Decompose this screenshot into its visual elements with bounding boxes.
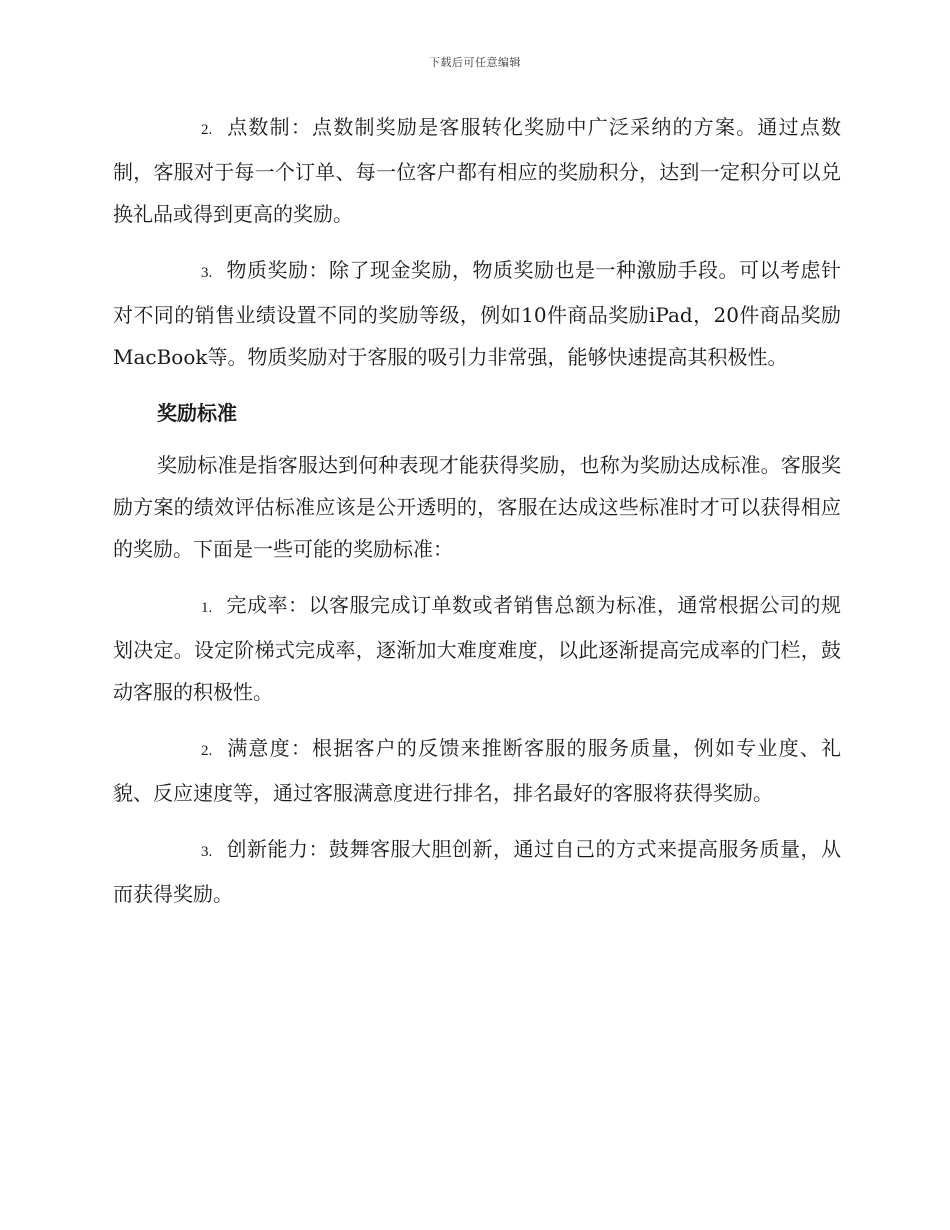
list-number: 3. <box>201 844 213 860</box>
list-number: 2. <box>201 743 213 759</box>
list-item <box>113 106 841 235</box>
list-text: 满意度：根据客户的反馈来推断客服的服务质量，例如专业度、礼貌、反应速度等，通过客服满意度进行排名，排名最好的客服将获得奖励。 <box>113 736 841 805</box>
list-text: 完成率：以客服完成订单数或者销售总额为标准，通常根据公司的规划决定。设定阶梯式完成率，逐渐加大难度难度，以此逐渐提高完成率的门栏，鼓动客服的积极性。 <box>113 593 841 704</box>
list-item <box>113 249 841 378</box>
list-text: 点数制：点数制奖励是客服转化奖励中广泛采纳的方案。通过点数制，客服对于每一个订单、每一位客户都有相应的奖励积分，达到一定积分可以兑换礼品或得到更高的奖励。 <box>113 115 841 226</box>
list-number: 3. <box>201 265 213 281</box>
list-item <box>113 727 841 814</box>
document-body <box>113 106 841 929</box>
section-intro: 奖励标准是指客服达到何种表现才能获得奖励，也称为奖励达成标准。客服奖励方案的绩效评估标准应该是公开透明的，客服在达成这些标准时才可以获得相应的奖励。下面是一些可能的奖励标准： <box>113 453 841 561</box>
list-number: 2. <box>201 122 213 138</box>
list-text: 物质奖励：除了现金奖励，物质奖励也是一种激励手段。可以考虑针对不同的销售业绩设置不同的奖励等级，例如10件商品奖励iPad，20件商品奖励MacBook等。物质奖励对于客服的吸引力非常强，能够快速提高其积极性。 <box>113 258 841 369</box>
list-item <box>113 584 841 713</box>
section-heading: 奖励标准 <box>157 401 237 425</box>
page-header: 下载后可任意编辑 <box>429 56 521 69</box>
list-number: 1. <box>201 600 213 616</box>
list-text: 创新能力：鼓舞客服大胆创新，通过自己的方式来提高服务质量，从而获得奖励。 <box>113 837 841 906</box>
list-item <box>113 828 841 915</box>
